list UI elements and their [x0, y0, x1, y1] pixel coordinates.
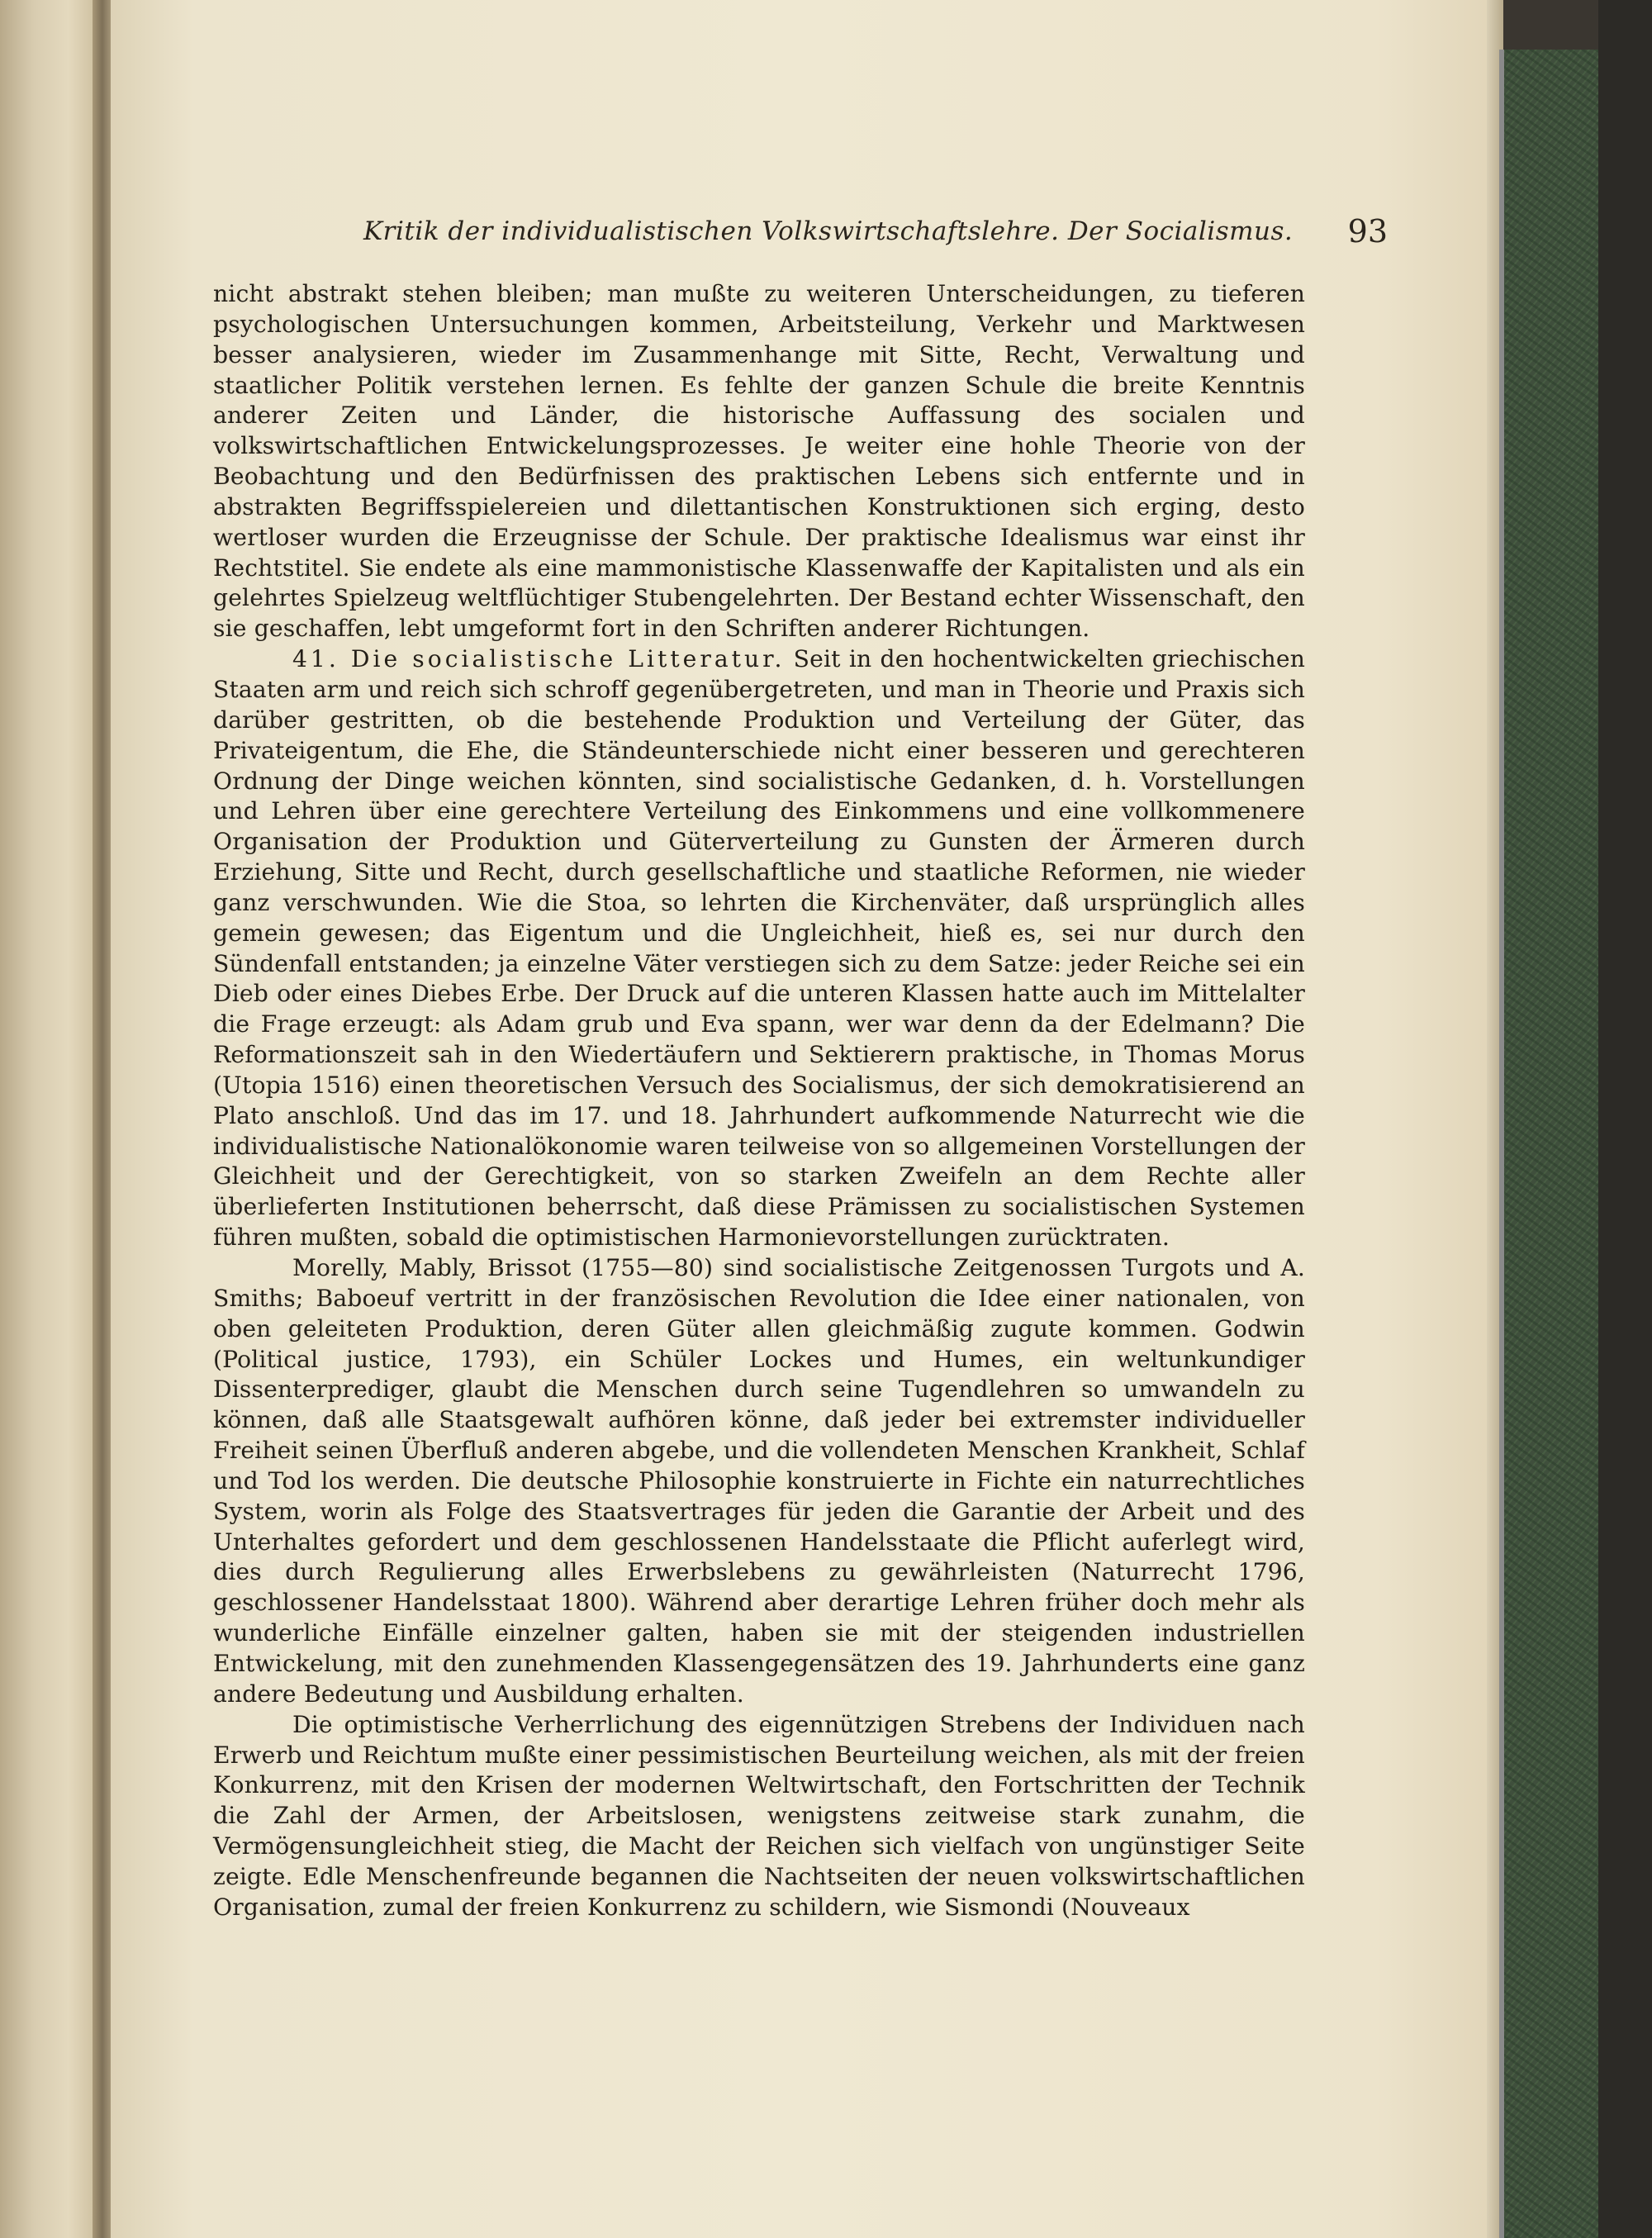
page-header — [215, 213, 1487, 266]
paragraph — [213, 1710, 1305, 1923]
left-page-edge — [0, 0, 97, 2238]
scan-background — [1598, 0, 1652, 2238]
paragraph-text: nicht abstrakt stehen bleiben; man mußte zu weiteren Unterscheidungen, zu tieferen psychologischen Untersuchungen kommen, Arbeitsteilung, Verkehr und Marktwesen besser analysieren, wieder im Zusammenhange mit Sitte, Recht, Verwaltung und staatlicher Politik verstehen lernen. Es fehlte der ganzen Schule die breite Kenntnis anderer Zeiten und Länder, die historische Auffassung des socialen und volkswirtschaftlichen Entwickelungsprozesses. Je weiter eine hohle Theorie von der Beobachtung und den Bedürfnissen des praktischen Lebens sich entfernte und in abstrakten Begriffsspielereien und dilettantischen Konstruktionen sich erging, desto wertloser wurden die Erzeugnisse der Schule. Der praktische Idealismus war einst ihr Rechtstitel. Sie endete als eine mammonistische Klassenwaffe der Kapitalisten und als ein gelehrtes Spielzeug weltflüchtiger Stubengelehrten. Der Bestand echter Wissenschaft, den sie geschaffen, lebt umgeformt fort in den Schriften anderer Richtungen. — [213, 280, 1305, 643]
paragraph-text: Die optimistische Verherrlichung des eigennützigen Strebens der Individuen nach Erwerb und Reichtum mußte einer pessimistischen Beurteilung weichen, als mit der freien Konkurrenz, mit den Krisen der modernen Weltwirtschaft, den Fortschritten der Technik die Zahl der Armen, der Arbeitslosen, wenigstens zeitweise stark zunahm, die Vermögensungleichheit stieg, die Macht der Reichen sich vielfach von ungünstiger Seite zeigte. Edle Menschenfreunde begannen die Nachtseiten der neuen volkswirtschaftlichen Organisation, zumal der freien Konkurrenz zu schildern, wie Sismondi (Nouveaux — [213, 1710, 1305, 1921]
paragraph — [213, 644, 1305, 1253]
body-text — [213, 279, 1305, 1923]
paragraph — [213, 279, 1305, 644]
section-heading: 41. Die socialistische Litteratur. — [292, 645, 786, 673]
paragraph-text: Seit in den hochentwickelten griechischen Staaten arm und reich sich schroff gegenübergetreten, und man in Theorie und Praxis sich darüber gestritten, ob die bestehende Produktion und Verteilung der Güter, das Privateigentum, die Ehe, die Ständeunterschiede nicht einer besseren und gerechteren Ordnung der Dinge weichen könnten, sind socialistische Gedanken, d. h. Vorstellungen und Lehren über eine gerechtere Verteilung des Einkommens und eine vollkommenere Organisation der Produktion und Güterverteilung zu Gunsten der Ärmeren durch Erziehung, Sitte und Recht, durch gesellschaftliche und staatliche Reformen, nie wieder ganz verschwunden. Wie die Stoa, so lehrten die Kirchenväter, daß ursprünglich alles gemein gewesen; das Eigentum und die Ungleichheit, hieß es, sei nur durch den Sündenfall entstanden; ja einzelne Väter verstiegen sich zu dem Satze: jeder Reiche sei ein Dieb oder eines Diebes Erbe. Der Druck auf die unteren Klassen hatte auch im Mittelalter die Frage erzeugt: als Adam grub und Eva spann, wer war denn da der Edelmann? Die Reformationszeit sah in den Wiedertäufern und Sektierern praktische, in Thomas Morus (Utopia 1516) einen theoretischen Versuch des Socialismus, der sich demokratisierend an Plato anschloß. Und das im 17. und 18. Jahrhundert aufkommende Naturrecht wie die individualistische Nationalökonomie waren teilweise von so allgemeinen Vorstellungen der Gleichheit und der Gerechtigkeit, von so starken Zweifeln an dem Rechte aller überlieferten Institutionen beherrscht, daß diese Prämissen zu socialistischen Systemen führen mußten, sobald die optimistischen Harmonievorstellungen zurücktraten. — [213, 645, 1305, 1252]
paragraph — [213, 1253, 1305, 1710]
running-title: Kritik der individualistischen Volkswirtschaftslehre. Der Socialismus. — [363, 216, 1294, 246]
paragraph-text: Morelly, Mably, Brissot (1755—80) sind socialistische Zeitgenossen Turgots und A. Smiths; Baboeuf vertritt in der französischen Revolution die Idee einer nationalen, von oben geleiteten Produktion, deren Güter allen gleichmäßig zugute kommen. Godwin (Political justice, 1793), ein Schüler Lockes und Humes, ein weltunkundiger Dissenterprediger, glaubt die Menschen durch seine Tugendlehren so umwandeln zu können, daß alle Staatsgewalt aufhören könne, daß jeder bei extremster individueller Freiheit seinen Überfluß anderen abgebe, und die vollendeten Menschen Krankheit, Schlaf und Tod los werden. Die deutsche Philosophie konstruierte in Fichte ein naturrechtliches System, worin als Folge des Staatsvertrages für jeden die Garantie der Arbeit und des Unterhaltes gefordert und dem geschlossenen Handelsstaate die Pflicht auferlegt wird, dies durch Regulierung alles Erwerbslebens zu gewährleisten (Naturrecht 1796, geschlossener Handelsstaat 1800). Während aber derartige Lehren früher doch mehr als wunderliche Einfälle einzelner galten, haben sie mit der steigenden industriellen Entwickelung, mit den zunehmenden Klassengegensätzen des 19. Jahrhunderts eine ganz andere Bedeutung und Ausbildung erhalten. — [213, 1254, 1305, 1708]
marbled-cover — [1499, 50, 1603, 2238]
page-number: 93 — [1347, 213, 1388, 249]
